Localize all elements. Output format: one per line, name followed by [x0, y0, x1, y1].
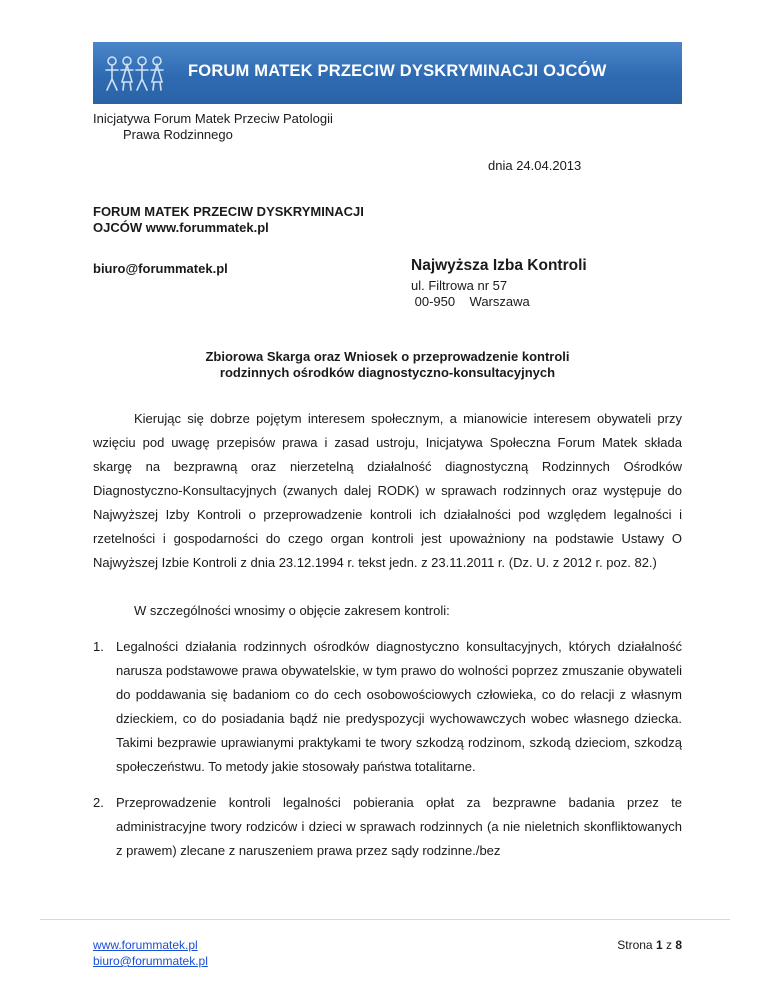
page-prefix: Strona — [617, 938, 656, 952]
initiative-line-1: Inicjatywa Forum Matek Przeciw Patologii — [93, 111, 333, 126]
page-separator: z — [662, 938, 676, 952]
banner-title: FORUM MATEK PRZECIW DYSKRYMINACJI OJCÓW — [188, 62, 607, 80]
control-scope-list — [93, 635, 682, 875]
list-item-text: Legalności działania rodzinnych ośrodków diagnostyczno konsultacyjnych, których działalność narusza podstawowe prawa obywatelskie, w tym prawo do wolności poprzez zmuszanie obywateli do poddawania się badaniom co do cech osobowościowych człowieka, co do relacji z własnym dzieckiem, co do posiadania bądź nie predyspozycji wychowawczych wobec własnego dziecka. Takimi bezprawie uprawianymi praktykami te twory szkodzą rodzinom, szkodą dzieciom, szkodzą społeczeństwu. To metody jakie stosowały państwa totalitarne. — [116, 639, 682, 774]
footer-divider — [40, 919, 730, 920]
list-item-text: Przeprowadzenie kontroli legalności pobierania opłat za bezprawne badania przez te administracyjne twory rodziców i dzieci w sprawach rodzinnych (a nie nieletnich skonfliktowanych z prawem) zlecane z naruszeniem prawa przez sądy rodzinne./bez — [116, 795, 682, 858]
recipient-street: ul. Filtrowa nr 57 — [411, 278, 508, 293]
initiative-line-2: Prawa Rodzinnego — [123, 127, 233, 142]
subject-line-2: rodzinnych ośrodków diagnostyczno-konsultacyjnych — [219, 365, 556, 380]
page-current: 1 — [655, 938, 663, 952]
letter-date: dnia 24.04.2013 — [488, 158, 582, 173]
footer-email-link[interactable]: biuro@forummatek.pl — [93, 954, 208, 968]
list-item — [93, 635, 682, 779]
subject-line-1: Zbiorowa Skarga oraz Wniosek o przeprowadzenie kontroli — [205, 349, 570, 364]
sender-line-1: FORUM MATEK PRZECIW DYSKRYMINACJI — [93, 204, 364, 219]
list-item-number: 2. — [93, 795, 104, 810]
sender-line-2: OJCÓW www.forummatek.pl — [93, 220, 269, 235]
footer-website-link[interactable]: www.forummatek.pl — [93, 938, 198, 952]
body-paragraph-2: W szczególności wnosimy o objęcie zakresem kontroli: — [134, 603, 450, 618]
body-paragraph-1: Kierując się dobrze pojętym interesem społecznym, a mianowicie interesem obywateli przy wzięciu pod uwagę przepisów prawa i zasad ustroju, Inicjatywa Społeczna Forum Matek składa skargę na bezprawną oraz nierzetelną działalność diagnostyczną Rodzinnych Ośrodków Diagnostyczno-Konsultacyjnych (zwanych dalej RODK) w sprawach rodzinnych oraz występuje do Najwyższej Izby Kontroli o przeprowadzenie kontroli ich działalności pod względem legalności i rzetelności i gospodarności do czego organ kontroli jest upoważniony na podstawie Ustawy O Najwyższej Izbie Kontroli z dnia 23.12.1994 r. tekst jedn. z 23.11.2011 r. (Dz. U. z 2012 r. poz. 82.) — [93, 411, 682, 570]
family-logo-icon — [103, 52, 165, 94]
list-item-number: 1. — [93, 639, 104, 654]
recipient-name: Najwyższa Izba Kontroli — [411, 257, 587, 274]
page-number — [617, 938, 682, 952]
list-item — [93, 791, 682, 863]
page-total: 8 — [675, 938, 682, 952]
sender-email: biuro@forummatek.pl — [93, 261, 228, 276]
header-banner — [93, 42, 682, 104]
recipient-city: 00-950 Warszawa — [411, 294, 530, 309]
